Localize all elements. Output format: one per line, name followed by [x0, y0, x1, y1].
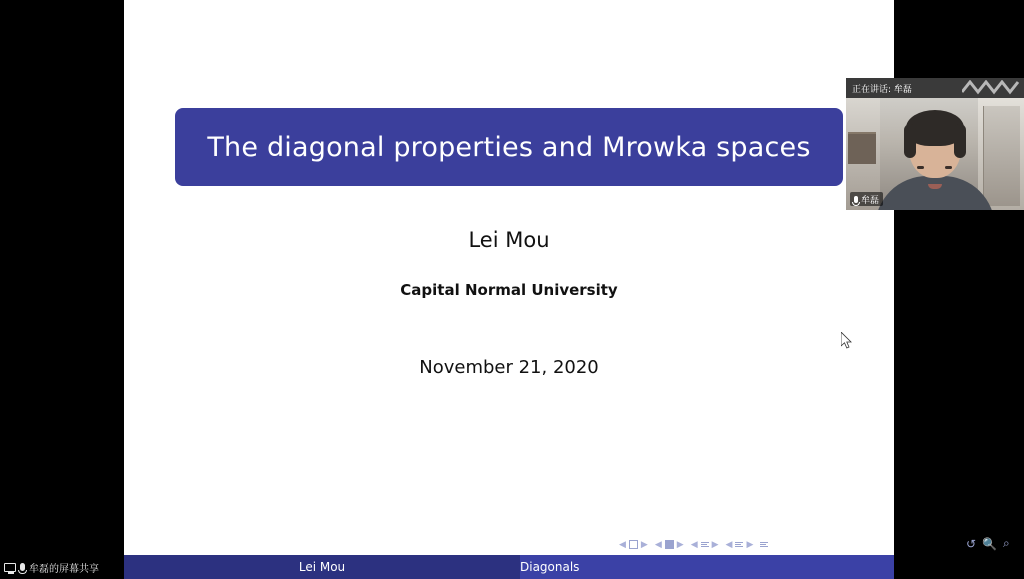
nav-group-subsection[interactable]: [691, 539, 719, 550]
nav-subsection-prev-icon[interactable]: ◀: [690, 538, 698, 549]
active-speaker-label: 正在讲话: 牟磊: [852, 84, 912, 95]
nav-section-lines-icon[interactable]: [735, 542, 743, 547]
search-icon[interactable]: 🔍: [982, 536, 998, 551]
speaker-video-header: [846, 78, 1024, 98]
beamer-footline: [124, 555, 894, 579]
nav-frame-next-icon[interactable]: ▶: [676, 538, 684, 549]
zoom-icon[interactable]: ⌕: [1003, 536, 1010, 550]
video-background-shelf: [848, 132, 876, 164]
beamer-navigation-bar[interactable]: [619, 535, 884, 553]
shared-screen-slide: [124, 0, 1010, 555]
nav-group-frame[interactable]: [655, 539, 684, 550]
slide-author: Lei Mou: [468, 228, 550, 252]
video-background-right: [978, 98, 1024, 210]
beamer-tool-icons[interactable]: [966, 536, 1010, 551]
nav-subsection-lines-icon[interactable]: [701, 542, 709, 547]
mouse-pointer: [841, 332, 853, 350]
nav-group-section[interactable]: [726, 539, 754, 550]
speaker-video-feed: [846, 98, 1024, 210]
undo-icon[interactable]: ↺: [966, 536, 977, 551]
microphone-icon[interactable]: [20, 563, 25, 571]
nav-frame-prev-icon[interactable]: ◀: [654, 538, 662, 549]
nav-subsection-next-icon[interactable]: ▶: [711, 538, 719, 549]
screen-share-label: 牟磊的屏幕共享: [29, 563, 99, 575]
footline-author: Lei Mou: [124, 555, 520, 579]
speaker-eye-right: [945, 166, 952, 169]
nav-prev-arrow-icon[interactable]: ◀: [619, 538, 626, 549]
taskbar-filler: [894, 555, 1024, 579]
microphone-icon: [854, 196, 858, 203]
nav-next-arrow-icon[interactable]: ▶: [640, 538, 648, 549]
speaker-hair: [906, 110, 964, 146]
nav-document-lines-icon[interactable]: [760, 542, 768, 547]
slide-affiliation: Capital Normal University: [400, 281, 618, 299]
nav-section-next-icon[interactable]: ▶: [746, 538, 754, 549]
speaker-video-panel[interactable]: [846, 78, 1024, 210]
footline-section: Diagonals: [520, 555, 894, 579]
nav-section-prev-icon[interactable]: ◀: [725, 538, 733, 549]
speaker-eye-left: [917, 166, 924, 169]
video-background-door: [983, 106, 1020, 206]
slide-title-band: [175, 108, 843, 186]
nav-slide-box-icon[interactable]: [629, 540, 638, 549]
speaker-body: [875, 176, 995, 210]
decorative-pattern-icon: [962, 80, 1020, 96]
nav-frame-box-icon[interactable]: [665, 540, 674, 549]
slide-title: The diagonal properties and Mrowka spaces: [207, 131, 811, 163]
screen-share-icon: [4, 563, 16, 572]
participant-name-chip: [850, 192, 883, 206]
participant-name-label: 牟磊: [861, 195, 880, 206]
slide-date: November 21, 2020: [419, 357, 599, 378]
nav-group-slide[interactable]: [619, 539, 648, 550]
screen-share-status-bar[interactable]: [0, 555, 124, 579]
